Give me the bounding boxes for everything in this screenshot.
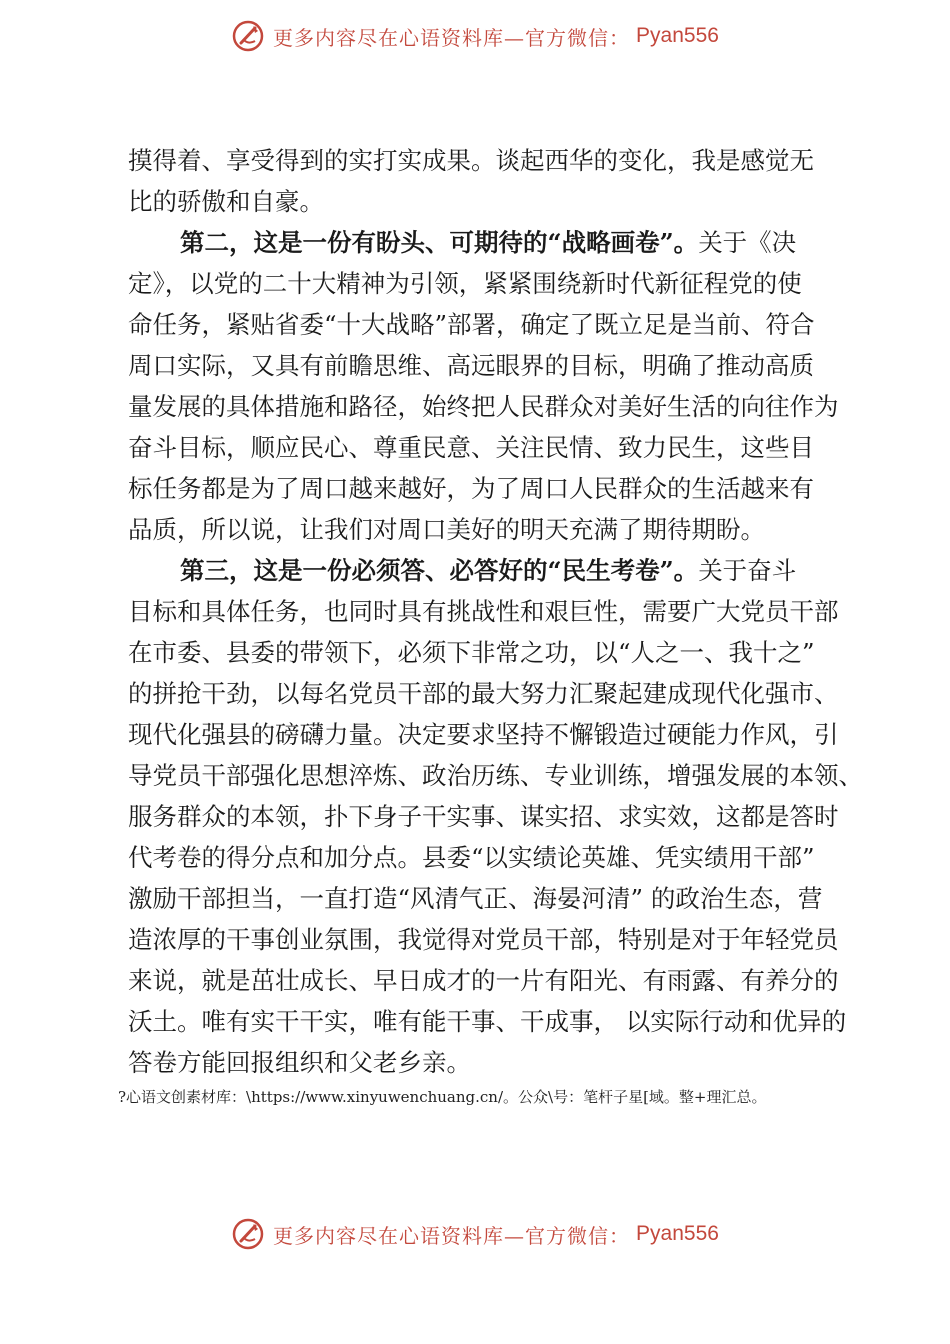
header-banner [0,12,950,60]
text-line: 品质，所以说，让我们对周口美好的明天充满了期待期盼。 [128,515,765,544]
text-line: 导党员干部强化思想淬炼、政治历练、专业训练，增强发展的本领、 [128,761,863,790]
text-line: 沃土。唯有实干干实，唯有能干事、干成事， 以实际行动和优异的 [128,1007,847,1036]
text-line: 摸得着、享受得到的实打实成果。谈起西华的变化，我是感觉无 [128,146,814,175]
text-line: 代考卷的得分点和加分点。县委“以实绩论英雄、凭实绩用干部” [128,843,815,872]
text-line: 激励干部担当，一直打造“风清气正、海晏河清” 的政治生态，营 [128,884,823,913]
text-line: 在市委、县委的带领下，必须下非常之功，以“人之一、我十之” [128,638,815,667]
text-line: 标任务都是为了周口越来越好，为了周口人民群众的生活越来有 [128,474,814,503]
text-line: 周口实际，又具有前瞻思维、高远眼界的目标，明确了推动高质 [128,351,814,380]
brand-logo-icon [231,1217,265,1251]
text-line: 比的骄傲和自豪。 [128,187,324,216]
footer-banner-text: 更多内容尽在心语资料库—官方微信： [273,1223,631,1248]
paragraph-3-first-line [128,550,848,591]
footer-banner [0,1210,950,1258]
paragraph-3-heading: 第三，这是一份必须答、必答好的“民生考卷”。 [180,556,699,585]
brand-logo-icon [231,19,265,53]
header-banner-text: 更多内容尽在心语资料库—官方微信： [273,25,631,50]
document-body [128,140,863,1083]
text-line: 来说，就是茁壮成长、早日成才的一片有阳光、有雨露、有养分的 [128,966,839,995]
text-line: 奋斗目标，顺应民心、尊重民意、关注民情、致力民生，这些目 [128,433,814,462]
paragraph-2-first-rest: 关于《决 [698,228,797,257]
footer-wechat-id: Pyan556 [636,1222,719,1245]
text-line: 答卷方能回报组织和父老乡亲。 [128,1048,471,1077]
text-line: 目标和具体任务，也同时具有挑战性和艰巨性，需要广大党员干部 [128,597,839,626]
text-line: 现代化强县的磅礴力量。决定要求坚持不懈锻造过硬能力作风，引 [128,720,839,749]
source-note: ?心语文创素材库：\https://www.xinyuwenchuang.cn/。公众\号：笔杆子星[域。整+理汇总。 [118,1088,767,1106]
paragraph-2-first-line [128,222,848,263]
text-line: 量发展的具体措施和路径，始终把人民群众对美好生活的向往作为 [128,392,839,421]
text-line: 定》，以党的二十大精神为引领，紧紧围绕新时代新征程党的使 [128,269,802,298]
header-wechat-id: Pyan556 [636,24,719,47]
text-line: 服务群众的本领，扑下身子干实事、谋实招、求实效，这都是答时 [128,802,839,831]
text-line: 的拼抢干劲，以每名党员干部的最大努力汇聚起建成现代化强市、 [128,679,839,708]
paragraph-2-heading: 第二，这是一份有盼头、可期待的“战略画卷”。 [180,228,699,257]
text-line: 造浓厚的干事创业氛围，我觉得对党员干部，特别是对于年轻党员 [128,925,839,954]
text-line: 命任务，紧贴省委“十大战略”部署，确定了既立足是当前、符合 [128,310,815,339]
paragraph-3-first-rest: 关于奋斗 [698,556,797,585]
